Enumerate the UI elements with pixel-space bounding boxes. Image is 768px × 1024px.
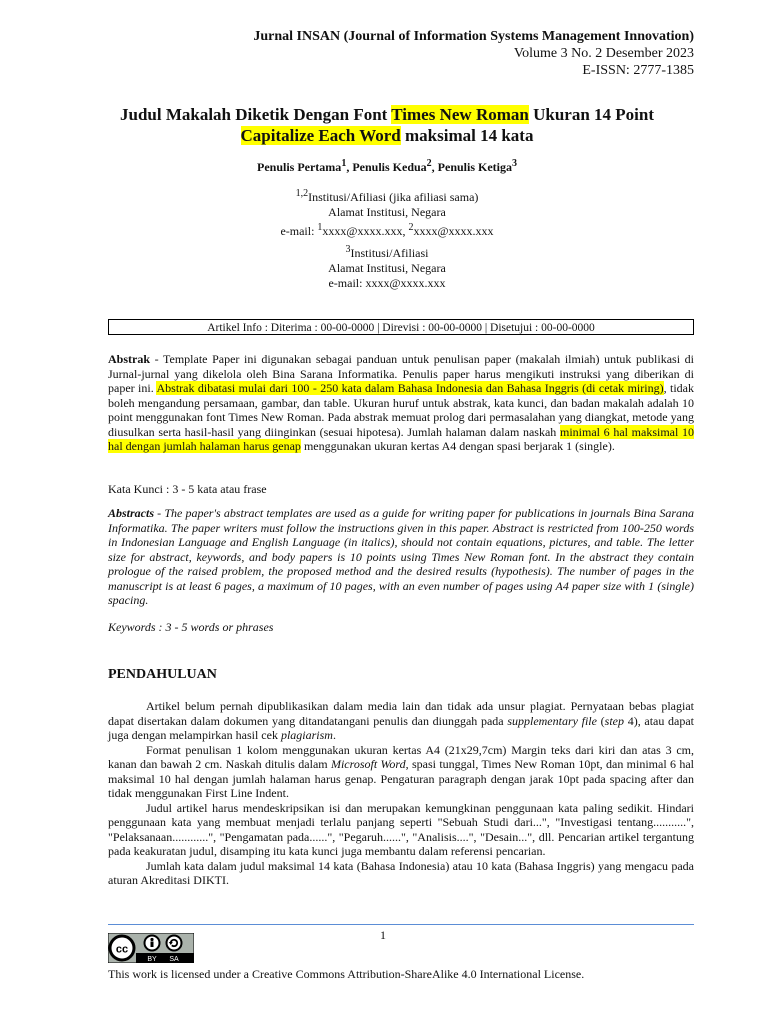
body-paragraph: Format penulisan 1 kolom menggunakan ukuran kertas A4 (21x29,7cm) Margin teks dari kiri dan atas 3 cm, kanan dan bawah 2 cm. Naskah ditulis dalam Microsoft Word, spasi tunggal, Times New Roman 10pt, dan minimal 6 hal maksimal 10 hal dengan jumlah halaman harus genap. Pengaturan paragraph dengan jarak 10pt pada spacing after dan tidak menggunakan First Line Indent. (108, 742, 694, 800)
abstract-english: Abstracts - The paper's abstract templates are used as a guide for writing paper for publications in journals Bina Sarana Informatika. The paper writers must follow the instructions given in this paper. Abstract is restricted from 100-250 words in Indonesian Language and English Language (in italics), should not contain equations, pictures, and table. The letter size for abstract, keywords, and body papers is 10 points using Times New Roman font. In the abstract they contain prologue of the raised problem, the proposed method and the desired results (hypothesis). The number of pages in the manuscript is at least 6 pages, a maximum of 10 pages, with an even number of pages using A4 paper size with 1 (single) spacing. (108, 506, 694, 607)
author-list (100, 158, 674, 175)
journal-header (253, 28, 694, 79)
author-name: Penulis Pertama (256, 160, 342, 174)
author-sup: 2 (426, 158, 432, 169)
body-paragraph: Judul artikel harus mendeskripsikan isi dan merupakan kemungkinan penggunaan kata paling sedikit. Hindari penggunaan kata yang membuat menjadi terlalu panjang seperti "Sebuah Studi dari...", "Investigasi tentang...........", "Pelaksanaan............", "Pengamatan pada......", "Pegaruh......", "Analisis....", "Desain...", dll. Pencarian artikel tergantung pada keakuratan judul, disamping itu kata kunci juga membantu dalam referensi pencarian. (108, 800, 694, 858)
section-heading: PENDAHULUAN (108, 667, 217, 682)
body-text (108, 699, 694, 888)
affil-address: Alamat Institusi, Negara (328, 261, 446, 275)
footer-divider (108, 924, 694, 925)
affiliation-1 (100, 186, 674, 239)
journal-volume: Volume 3 No. 2 Desember 2023 (513, 46, 694, 61)
title-part: Judul Makalah Diketik Dengan Font (119, 105, 392, 124)
affil-sup: 1,2 (295, 188, 309, 199)
license-text: This work is licensed under a Creative Commons Attribution-ShareAlike 4.0 International License. (108, 967, 585, 981)
body-paragraph: Jumlah kata dalam judul maksimal 14 kata (Bahasa Indonesia) atau 10 kata (Bahasa Inggris) yang mengacu pada aturan Akreditasi DIKTI. (108, 858, 694, 887)
journal-name: Jurnal INSAN (Journal of Information Systems Management Innovation) (253, 29, 694, 44)
body-paragraph: Artikel belum pernah dipublikasikan dalam media lain dan tidak ada unsur plagiat. Pernyataan bebas plagiat dapat disertakan dalam dokumen yang ditandatangani penulis dan diunggah pada supplementary file (step 4), atau dapat juga dengan melampirkan hasil cek plagiarism. (108, 699, 695, 742)
keywords: Keywords : 3 - 5 words or phrases (108, 620, 274, 634)
affil-email: e-mail: $^1$xxxx@xxxx.xxx, $^2$xxxx@xxxx.xxx (280, 222, 494, 238)
author-name: Penulis Ketiga (437, 160, 513, 174)
author-sup: 3 (512, 158, 518, 169)
author-sup: 1 (341, 158, 347, 169)
affil-email: e-mail: xxxx@xxxx.xxx (328, 276, 446, 290)
cc-sa-label: SA (169, 956, 179, 963)
title-part: maksimal 14 kata (400, 126, 534, 145)
title-part: Ukuran 14 Point (528, 105, 655, 124)
title-highlight: Capitalize Each Word (240, 126, 401, 145)
article-info-box: Artikel Info : Diterima : 00-00-0000 | Direvisi : 00-00-0000 | Disetujui : 00-00-0000 (108, 319, 694, 335)
author-sep: , (431, 160, 438, 174)
kata-kunci: Kata Kunci : 3 - 5 kata atau frase (108, 482, 267, 496)
cc-by-label: BY (147, 956, 157, 963)
title-highlight: Times New Roman (391, 105, 529, 124)
abstrak-highlight: Abstrak dibatasi mulai dari 100 - 250 kata dalam Bahasa Indonesia dan Bahasa Inggris (di cetak miring) (156, 381, 664, 395)
affil-address: Alamat Institusi, Negara (328, 205, 446, 219)
affiliation-2 (100, 242, 674, 291)
affil-institution: Institusi/Afiliasi (350, 246, 429, 260)
abstract-label: Abstracts (108, 506, 155, 520)
abstrak-highlight: minimal 6 hal maksimal 10 hal dengan jumlah halaman harus genap (108, 424, 694, 453)
abstrak-paragraph: Abstrak - Template Paper ini digunakan sebagai panduan untuk penulisan paper (makalah ilmiah) untuk publikasi di Jurnal-jurnal yang dikelola oleh Bina Sarana Informatika. Penulis paper harus mengikuti instruksi yang diberikan di paper ini. Abstrak dibatasi mulai dari 100 - 250 kata dalam Bahasa Indonesia dan Bahasa Inggris (di cetak miring), tidak boleh mengandung persamaan, gambar, dan table. Ukuran huruf untuk abstrak, kata kunci, dan badan makalah adalah 10 point menggunakan font Times New Roman. Pada abstrak memuat prolog dari permasalahan yang diangkat, metode yang diusulkan serta hasil-hasil yang diinginkan (sesuai hipotesa). Jumlah halaman dalam naskah minimal 6 hal maksimal 10 hal dengan jumlah halaman harus genap menggunakan ukuran kertas A4 dengan spasi berjarak 1 (single). (108, 352, 694, 453)
affil-sup: 3 (345, 244, 351, 255)
page-number: 1 (380, 928, 386, 942)
svg-text:cc: cc (115, 943, 129, 956)
abstrak-label: Abstrak (108, 352, 151, 366)
cc-by-sa-badge[interactable] (108, 933, 194, 963)
author-sep: , (346, 160, 353, 174)
affil-institution: Institusi/Afiliasi (jika afiliasi sama) (308, 190, 479, 204)
paper-title (100, 104, 674, 146)
journal-issn: E-ISSN: 2777-1385 (582, 63, 694, 78)
author-name: Penulis Kedua (352, 160, 427, 174)
share-alike-icon (167, 936, 182, 951)
